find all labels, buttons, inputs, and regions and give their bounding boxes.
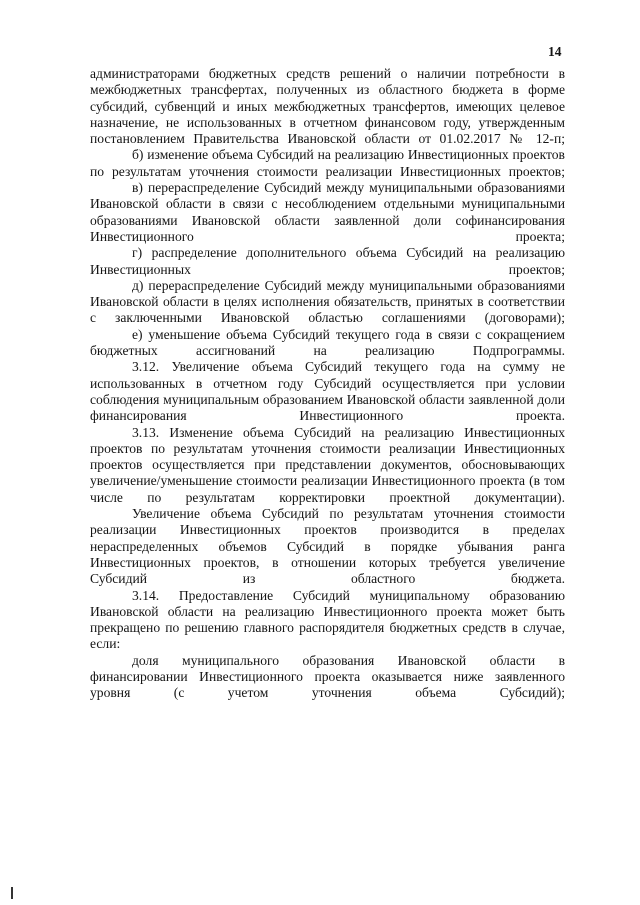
document-body <box>90 66 565 702</box>
paragraph-3-14: 3.14. Предоставление Субсидий муниципальному образованию Ивановской области на реализацию Инвестиционного проекта может быть прекращено по решению главного распорядителя бюджетных средств в случае, если: <box>90 587 566 652</box>
paragraph-item-b: б) изменение объема Субсидий на реализацию Инвестиционных проектов по результатам уточнения стоимости реализации Инвестиционных проектов; <box>90 147 566 179</box>
paragraph-item-e: е) уменьшение объема Субсидий текущего года в связи с сокращением бюджетных ассигнований на реализацию Подпрограммы. <box>90 326 565 359</box>
paragraph-item-v: в) перераспределение Субсидий между муниципальными образованиями Ивановской области в связи с несоблюдением отдельными муниципальными образованиями Ивановской области заявленной доли софинансирования Инвестиционного проекта; <box>90 180 566 244</box>
paragraph-municipal-share: доля муниципального образования Ивановской области в финансировании Инвестиционного проекта оказывается ниже заявленного уровня (с учетом уточнения объема Субсидий); <box>90 652 565 701</box>
paragraph-item-g: г) распределение дополнительного объема Субсидий на реализацию Инвестиционных проектов; <box>90 245 565 277</box>
paragraph-3-12: 3.12. Увеличение объема Субсидий текущего года на сумму не использованных в отчетном году Субсидий осуществляется при условии соблюдения муниципальным образованием Ивановской области заявленной доли финансирования Инвестиционного проекта. <box>90 359 565 424</box>
page-number: 14 <box>548 44 562 59</box>
paragraph-item-d: д) перераспределение Субсидий между муниципальными образованиями Ивановской области в целях исполнения обязательств, принятых в соответствии с заключенными Ивановской областью соглашениями (договорами); <box>90 277 565 326</box>
scan-margin-mark <box>11 887 13 899</box>
paragraph-continuation: администраторами бюджетных средств решений о наличии потребности в межбюджетных трансфертах, полученных из областного бюджета в форме субсидий, субвенций и иных межбюджетных трансфертов, имеющих целевое назначение, не использованных в отчетном финансовом году, утвержденным постановлением Правительства Ивановской области от 01.02.2017 № 12-п; <box>90 66 566 147</box>
paragraph-3-13: 3.13. Изменение объема Субсидий на реализацию Инвестиционных проектов по результатам уточнения стоимости реализации Инвестиционных проектов осуществляется при представлении документов, обосновывающих увеличение/уменьшение стоимости реализации Инвестиционного проекта (в том числе по результатам корректировки проектной документации). <box>90 424 565 505</box>
paragraph-subsidy-increase: Увеличение объема Субсидий по результатам уточнения стоимости реализации Инвестиционных проектов производится в пределах нераспределенных объемов Субсидий в порядке убывания ранга Инвестиционных проектов, в отношении которых требуется увеличение Субсидий из областного бюджета. <box>90 506 565 587</box>
